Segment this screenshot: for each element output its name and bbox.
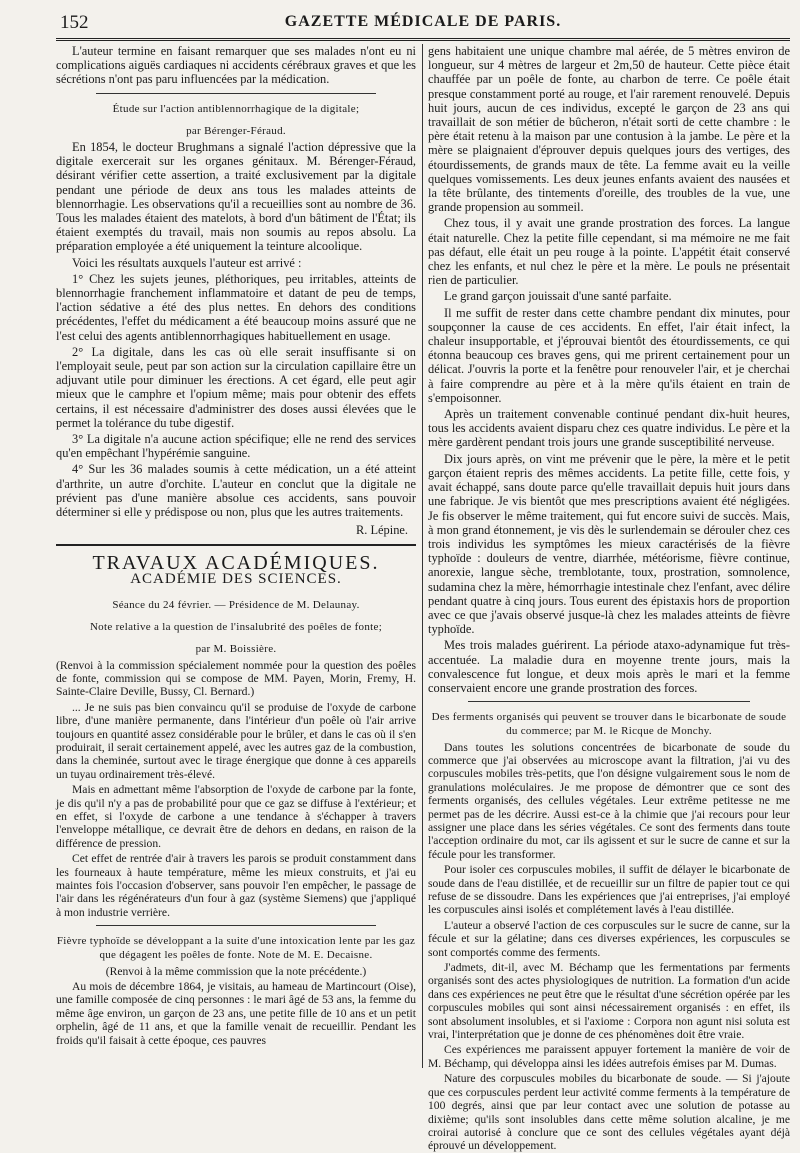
paragraph: Ces expériences me paraissent appuyer fortement la manière de voir de M. Béchamp, qui développa ainsi les idées autrefois émises par M. Dumas. [428,1043,790,1070]
paragraph: ... Je ne suis pas bien convaincu qu'il se produise de l'oxyde de carbone libre, d'une manière permanente, dans l'intérieur d'un poêle où l'air arrive toujours en quantité assez considérable pour le brûler, et dans le cas où il s'en produirait, il serait certainement appelé, avec les autres gaz de la combustion, dans la cheminée, surtout avec le tirage énergique que donne à ces appareils un tuyau ordinairement très-élevé. [56,700,416,781]
note-title: Note relative a la question de l'insalubrité des poêles de fonte; [89,621,383,634]
note-author: par M. Boissière. [195,643,277,656]
paragraph: Au mois de décembre 1864, je visitais, au hameau de Martincourt (Oise), une famille composée de cinq personnes : le mari âgé de 53 ans, la femme du même âge environ, un garçon de 23 ans, une petite fille de 10 ans et un petit orphelin, âgé de 11 ans, et que la famille venait de recueillir. Pendant les froids qu'il faisait à cette époque, ces pauvres [56,980,416,1047]
article-author: par Bérenger-Féraud. [186,124,286,137]
article-title: Étude sur l'action antiblennorrhagique de la digitale; [112,102,360,115]
divider [96,93,376,94]
paragraph: 1° Chez les sujets jeunes, pléthoriques, peu irritables, atteints de blennorrhagie franchement inflammatoire et datant de peu de temps, l'action sédative a été des plus nettes. En dehors des conditions précédentes, l'effet du médicament a été beaucoup moins assuré que ne l'est celui des agents antiblennorrhagiques habituellement en usage. [56,271,416,343]
paragraph: Voici les résultats auxquels l'auteur est arrivé : [72,255,302,270]
paragraph: 4° Sur les 36 malades soumis à cette médication, un a été atteint d'arthrite, un autre d'orchite. L'auteur en conclut que la digitale ne prévient pas d'une manière absolue ces accidents, sans pouvoir déterminer si elle y prédispose ou non, plus que les autres traitements. [56,462,416,520]
paragraph: Cet effet de rentrée d'air à travers les parois se produit constamment dans les fourneaux à haute température, même les mieux construits, et j'ai eu maintes fois l'occasion d'observer, sans pouvoir l'en empêcher, le passage de l'air dans les régénérateurs d'un four à gaz (système Siemens) que j'appliqué à mon industrie verrière. [56,852,416,919]
session-heading: Séance du 24 février. — Présidence de M. Delaunay. [112,598,360,611]
paragraph: En 1854, le docteur Brughmans a signalé l'action dépressive que la digitale exercerait sur les organes génitaux. M. Bérenger-Féraud, désirant vérifier cette assertion, a traité exclusivement par la digitale pendant une période de deux ans tous les malades atteints de blennorrhagie. Les observations qu'il a recueillies sont au nombre de 36. Tous les malades étaient des matelots, à bord d'un bâtiment de l'État; ils étaient exemptés du travail, mais non soumis au repos absolu. La préparation employée a été uniquement la teinture alcoolique. [56,140,416,254]
journal-title: GAZETTE MÉDICALE DE PARIS. [284,13,562,30]
paragraph: L'auteur a observé l'action de ces corpuscules sur le sucre de canne, sur la fécule et sur la gélatine; dans ces diverses expériences, les corpuscules se sont comportés comme des ferments. [428,918,790,959]
paragraph: Dans toutes les solutions concentrées de bicarbonate de soude du commerce que j'ai observées au microscope avant la filtration, j'ai vu des corpuscules mobiles très-petits, que l'on désigne vulgairement sous le nom de granulations moléculaires. Je me propose de démontrer que ce sont des ferments organisés, des cellules végétales. Leur extrême petitesse ne me permet pas de les décrire. Aussi est-ce à la chimie que j'ai recours pour leur assigner une place dans les séries végétales. Ce sont des ferments dans toute l'acception ordinaire du mot, car ils agissent et sur le sucre de canne et sur la fécule pour les transformer. [428,740,790,861]
note-title: Des ferments organisés qui peuvent se trouver dans le bicarbonate de soude du commerce; par M. le Ricque de Monchy. [431,711,787,738]
referral-note: (Renvoi à la même commission que la note précédente.) [105,964,367,978]
note-title: Fièvre typhoïde se développant a la suite d'une intoxication lente par les gaz que dégagent les poêles de fonte. Note de M. E. Decaisne. [56,935,416,962]
paragraph: Nature des corpuscules mobiles du bicarbonate de soude. — Si j'ajoute que ces corpuscules perdent leur activité comme ferments à la température de 100 degrés, ainsi que par leur contact avec une solution de potasse au dixième; qu'ils sont insolubles dans cette même solution alcaline, je me croirai autorisé à conclure que ce sont des cellules végétales ayant déjà éprouvé un développement. [428,1072,790,1153]
section-subtitle: ACADÉMIE DES SCIENCES. [130,570,342,587]
referral-note: (Renvoi à la commission spécialement nommée pour la question des poêles de fonte, commission qui se compose de MM. Payen, Morin, Fremy, H. Sainte-Claire Deville, Bussy, Cl. Bernard.) [56,658,416,699]
section-title: TRAVAUX ACADÉMIQUES. [92,551,380,574]
divider [468,701,750,702]
paragraph: J'admets, dit-il, avec M. Béchamp que les fermentations par ferments organisés sont des actes physiologiques de nutrition. La formation d'un acide dans ces expériences ne peut être que le résultat d'une sécrétion opérée par les corpuscules mobiles qui sont ainsi nécessairement organisés : en effet, ils sont absolument insolubles, et si l'axiome : Corpora non agunt nisi soluta est vrai, l'interprétation que je donne de ces phénomènes doit être vraie. [428,961,790,1042]
paragraph: Pour isoler ces corpuscules mobiles, il suffit de délayer le bicarbonate de soude dans de l'eau distillée, et de recueillir sur un filtre de papier tout ce qui refuse de se dissoudre. Dans les expériences que j'ai entreprises, j'ai employé les corpuscules ainsi isolés et complétement lavés à l'eau distillée. [428,863,790,917]
paragraph: gens habitaient une unique chambre mal aérée, de 5 mètres environ de longueur, sur 4 mètres de largeur et 2m,50 de hauteur. Cette pièce était chauffée par un poêle de fonte, au charbon de terre. Ce poêle était presque constamment porté au rouge, et l'air rarement renouvelé. Depuis huit jours, aucun de ces individus, excepté le garçon de 23 ans qui travaillait de son métier de bûcheron, n'était sorti de cette chambre : le père était retenu à la maison par une contusion à la jambe. Le père et la mère se plaignaient d'éprouver depuis quelques jours des vertiges, des étourdissements, de grands maux de tête. La femme avait eu la veille quelques vomissements. Les deux jeunes enfants avaient des nausées et la tête brûlante, des tintements d'oreille, des troubles de la vue, une grande propension au sommeil. [428,44,790,215]
paragraph: Le grand garçon jouissait d'une santé parfaite. [444,289,672,304]
paragraph: Après un traitement convenable continué pendant dix-huit heures, tous les accidents avaient disparu chez ces quatre individus. Le père et la mère gardèrent pendant trois jours une grande susceptibilité nerveuse. [428,407,790,450]
signature: R. Lépine. [356,523,408,538]
right-column [428,44,790,1153]
paragraph: Mes trois malades guérirent. La période ataxo-adynamique fut très-accentuée. La maladie dura en moyenne trente jours, mais la convalescence fut longue, et deux mois après le mari et la femme conservaient encore une grande prostration des forces. [428,638,790,695]
paragraph: 2° La digitale, dans les cas où elle serait insuffisante si on l'employait seule, peut par son action sur la circulation capillaire être un adjuvant utile pour diminuer les érections. A cet égard, elle peut agir mieux que le camphre et l'opium même; mais pour obtenir des effets certains, il est nécessaire d'administrer des doses aussi élevées que le permet la tolérance du tube digestif. [56,344,416,430]
column-divider [422,44,423,1068]
paragraph: 3° La digitale n'a aucune action spécifique; elle ne rend des services qu'en empêchant l'hypérémie sanguine. [56,432,416,461]
paragraph: Chez tous, il y avait une grande prostration des forces. La langue était naturelle. Chez la petite fille cependant, si ma mémoire ne me fait pas défaut, elle était un peu rouge à la pointe. L'appétit était conservé chez les enfants, et nul chez le père et la mère. Le pouls ne présentait rien de particulier. [428,216,790,288]
left-column [56,44,416,1068]
page-header [56,8,790,41]
paragraph: Mais en admettant même l'absorption de l'oxyde de carbone par la fonte, je dis qu'il n'y a pas de probabilité pour que ce gaz se diffuse à l'extérieur; et en effet, si l'oxyde de carbone a une tendance à s'échapper à travers l'enveloppe métallique, ce devrait être de dehors en dedans, en raison de la différence de pression. [56,783,416,850]
paragraph: L'auteur termine en faisant remarquer que ses malades n'ont eu ni complications aiguës cardiaques ni accidents cérébraux graves et que les sécrétions n'ont pas paru influencées par la médication. [56,44,416,87]
page-number: 152 [60,12,89,33]
divider [96,925,376,926]
section-rule [56,544,416,546]
paragraph: Dix jours après, on vint me prévenir que le père, la mère et le petit garçon étaient repris des mêmes accidents. La petite fille, cette fois, y avait échappé, sans doute parce qu'elle travaillait depuis huit jours dans une fabrique. Je vis bientôt que mes prescriptions avaient été négligées. Je fis observer le même traitement, qui fut encore suivi de succès. Mais, à mon grand étonnement, je vis dès le surlendemain se dérouler chez ces trois individus les symptômes les mieux caractérisés de la fièvre typhoïde : douleurs de ventre, diarrhée, météorisme, fièvre continue, anorexie, langue sèche, tremblotante, toux, prostration, somnolence, sudamina chez la mère, hémorrhagie intestinale chez l'enfant, avec délire pendant quatre à cinq jours. Tous eurent des épistaxis hors de proportion avec ce que j'avais observé jusque-là chez les malades atteints de fièvre typhoïde. [428,451,790,637]
paragraph: Il me suffit de rester dans cette chambre pendant dix minutes, pour soupçonner la cause de ces accidents. En effet, l'air était infect, la chaleur insupportable, et j'éprouvai bientôt des étourdissements, ce qui étonna beaucoup ces braves gens, qui me prirent certainement pour un délicat. J'ouvris la porte et la fenêtre pour renouveler l'air, et je cherchai à faire comprendre au père et à la mère qu'ils étaient en train de s'empoisonner. [428,305,790,405]
